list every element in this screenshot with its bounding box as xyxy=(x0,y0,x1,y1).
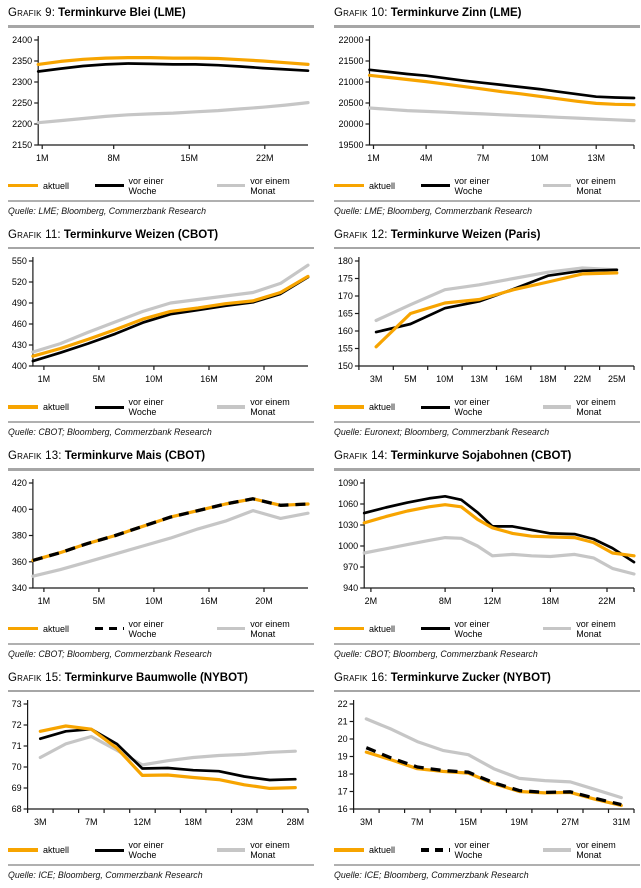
chart-svg xyxy=(8,254,314,396)
svg-text:1030: 1030 xyxy=(338,519,359,530)
line-chart xyxy=(334,254,640,396)
legend-label-week: vor einer Woche xyxy=(128,840,164,860)
panel-title xyxy=(334,4,640,24)
source-note: Quelle: ICE; Bloomberg, Commerzbank Research xyxy=(8,870,203,880)
svg-text:22M: 22M xyxy=(256,152,274,163)
grafik-16-panel xyxy=(334,667,640,881)
chart-legend xyxy=(8,397,314,417)
svg-text:460: 460 xyxy=(11,319,27,330)
chart-title: Terminkurve Weizen (CBOT) xyxy=(63,228,219,241)
svg-text:18M: 18M xyxy=(539,374,557,384)
svg-text:970: 970 xyxy=(343,561,359,572)
chart-title: Terminkurve Zinn (LME) xyxy=(390,7,522,19)
svg-text:20: 20 xyxy=(337,734,348,745)
svg-text:17: 17 xyxy=(337,786,348,797)
chart-svg xyxy=(8,697,314,839)
title-rule xyxy=(8,247,314,250)
svg-text:5M: 5M xyxy=(92,595,106,606)
svg-text:73: 73 xyxy=(11,699,22,710)
legend-swatch-month xyxy=(217,848,246,852)
line-chart xyxy=(8,476,314,618)
legend-item-aktuell xyxy=(8,181,69,191)
legend-swatch-aktuell xyxy=(8,627,38,631)
svg-text:165: 165 xyxy=(337,308,353,319)
legend-label-week: vor einer Woche xyxy=(454,397,490,417)
svg-text:160: 160 xyxy=(337,326,353,337)
panel-title xyxy=(8,226,314,246)
grafik-14-panel xyxy=(334,445,640,659)
legend-swatch-month xyxy=(217,627,246,631)
title-rule xyxy=(334,468,640,471)
chart-svg xyxy=(334,254,640,396)
svg-text:13M: 13M xyxy=(470,374,489,384)
grafik-label: Grafik 14: xyxy=(334,450,388,462)
svg-text:28M: 28M xyxy=(286,817,305,827)
source-rule xyxy=(8,643,314,645)
chart-legend xyxy=(8,840,314,860)
legend-item-week xyxy=(421,176,517,196)
source-rule xyxy=(334,200,640,202)
svg-text:22M: 22M xyxy=(598,595,616,606)
legend-label-month: vor einem Monat xyxy=(576,618,616,639)
chart-svg xyxy=(8,476,314,618)
legend-label-aktuell: aktuell xyxy=(369,623,396,634)
svg-text:31M: 31M xyxy=(612,817,631,827)
svg-text:20M: 20M xyxy=(255,595,273,606)
legend-label-month: vor einem Monat xyxy=(250,175,290,196)
svg-text:25M: 25M xyxy=(608,374,626,384)
svg-text:520: 520 xyxy=(11,277,27,288)
chart-legend xyxy=(334,840,640,860)
svg-text:10M: 10M xyxy=(436,374,454,384)
panel-title xyxy=(8,447,314,467)
svg-text:1M: 1M xyxy=(367,152,380,163)
legend-swatch-aktuell xyxy=(334,848,364,852)
grafik-label: Grafik 15: xyxy=(8,671,62,684)
svg-text:70: 70 xyxy=(11,762,22,773)
svg-text:360: 360 xyxy=(11,556,27,567)
legend-label-week: vor einer Woche xyxy=(454,175,490,196)
grafik-9-panel xyxy=(8,2,314,216)
legend-label-month: vor einem Monat xyxy=(250,618,290,639)
panel-title xyxy=(334,226,640,246)
source-note: Quelle: CBOT; Bloomberg, Commerzbank Research xyxy=(8,427,212,437)
title-rule xyxy=(8,468,314,471)
legend-swatch-month xyxy=(543,184,572,188)
legend-label-week: vor einer Woche xyxy=(128,618,164,639)
source-note: Quelle: LME; Bloomberg, Commerzbank Research xyxy=(334,205,533,216)
panel-title xyxy=(334,669,640,689)
line-chart xyxy=(8,33,314,175)
line-chart xyxy=(334,33,640,175)
legend-label-aktuell: aktuell xyxy=(43,845,70,855)
svg-text:20000: 20000 xyxy=(338,118,364,129)
chart-svg xyxy=(334,697,640,839)
legend-label-aktuell: aktuell xyxy=(369,845,396,855)
svg-text:21: 21 xyxy=(337,716,348,727)
legend-swatch-month xyxy=(543,405,572,409)
source-rule xyxy=(8,864,314,866)
svg-text:340: 340 xyxy=(11,582,27,593)
legend-label-week: vor einer Woche xyxy=(128,175,164,196)
svg-text:16M: 16M xyxy=(504,374,523,384)
svg-text:23M: 23M xyxy=(235,817,254,827)
source-rule xyxy=(8,421,314,423)
legend-label-aktuell: aktuell xyxy=(43,402,70,412)
chart-svg xyxy=(334,33,640,175)
svg-text:400: 400 xyxy=(11,504,27,514)
svg-text:20500: 20500 xyxy=(338,97,364,108)
svg-text:20M: 20M xyxy=(255,374,273,384)
svg-text:12M: 12M xyxy=(483,595,502,606)
legend-label-aktuell: aktuell xyxy=(43,623,70,634)
legend-label-week: vor einer Woche xyxy=(454,840,490,860)
svg-text:27M: 27M xyxy=(561,817,580,827)
legend-item-aktuell xyxy=(334,402,395,412)
legend-label-week: vor einer Woche xyxy=(454,618,490,639)
chart-legend xyxy=(8,619,314,639)
grafik-15-panel xyxy=(8,667,314,881)
legend-item-month xyxy=(217,619,314,639)
chart-svg xyxy=(334,476,640,618)
legend-swatch-aktuell xyxy=(334,627,364,631)
svg-text:15M: 15M xyxy=(459,817,478,827)
legend-label-aktuell: aktuell xyxy=(369,180,396,191)
legend-item-week xyxy=(421,619,517,639)
chart-legend xyxy=(334,619,640,639)
chart-title: Terminkurve Mais (CBOT) xyxy=(64,450,206,462)
legend-label-month: vor einem Monat xyxy=(576,397,616,417)
svg-text:16: 16 xyxy=(337,804,348,815)
line-chart xyxy=(334,476,640,618)
source-note: Quelle: ICE; Bloomberg, Commerzbank Research xyxy=(334,870,529,880)
svg-text:430: 430 xyxy=(11,340,27,351)
chart-legend xyxy=(334,397,640,417)
legend-item-aktuell xyxy=(8,845,69,855)
legend-swatch-month xyxy=(543,848,572,852)
legend-swatch-aktuell xyxy=(8,405,38,409)
svg-text:8M: 8M xyxy=(438,595,452,606)
line-chart xyxy=(8,697,314,839)
svg-text:2M: 2M xyxy=(364,595,378,606)
svg-text:175: 175 xyxy=(337,273,353,284)
legend-item-week xyxy=(421,397,517,417)
svg-text:22000: 22000 xyxy=(338,34,364,45)
grafik-12-panel xyxy=(334,224,640,438)
svg-text:2150: 2150 xyxy=(12,139,33,150)
svg-text:180: 180 xyxy=(337,256,353,267)
svg-text:19: 19 xyxy=(337,751,348,762)
svg-text:1M: 1M xyxy=(37,595,51,606)
source-note: Quelle: CBOT; Bloomberg, Commerzbank Research xyxy=(334,648,538,659)
legend-swatch-aktuell xyxy=(8,848,38,852)
title-rule xyxy=(334,247,640,250)
panel-title xyxy=(8,4,314,24)
grafik-label: Grafik 11: xyxy=(8,228,61,241)
title-rule xyxy=(334,690,640,693)
legend-label-week: vor einer Woche xyxy=(128,397,164,417)
svg-text:71: 71 xyxy=(11,741,22,752)
svg-text:10M: 10M xyxy=(530,152,549,163)
legend-item-month xyxy=(543,840,640,860)
legend-item-week xyxy=(95,619,191,639)
legend-item-month xyxy=(543,619,640,639)
panel-title xyxy=(334,447,640,467)
svg-text:12M: 12M xyxy=(133,817,152,827)
legend-swatch-week xyxy=(95,627,124,631)
svg-text:5M: 5M xyxy=(404,374,417,384)
chart-legend xyxy=(8,176,314,196)
panel-title xyxy=(8,669,314,689)
legend-swatch-week xyxy=(95,406,124,409)
legend-label-month: vor einem Monat xyxy=(576,175,616,196)
svg-text:5M: 5M xyxy=(92,374,106,384)
legend-label-aktuell: aktuell xyxy=(369,402,396,412)
svg-text:69: 69 xyxy=(11,783,22,794)
source-note: Quelle: LME; Bloomberg, Commerzbank Research xyxy=(8,205,207,216)
legend-item-week xyxy=(95,397,191,417)
svg-text:19M: 19M xyxy=(510,817,529,827)
legend-label-month: vor einem Monat xyxy=(250,840,290,860)
svg-text:3M: 3M xyxy=(33,817,47,827)
source-rule xyxy=(334,643,640,645)
chart-title: Terminkurve Blei (LME) xyxy=(58,7,186,19)
svg-text:10M: 10M xyxy=(145,374,163,384)
legend-label-aktuell: aktuell xyxy=(43,180,70,191)
svg-text:10M: 10M xyxy=(145,595,163,606)
legend-swatch-month xyxy=(217,405,246,409)
source-note: Quelle: CBOT; Bloomberg, Commerzbank Research xyxy=(8,648,212,659)
svg-text:155: 155 xyxy=(337,343,353,354)
legend-item-month xyxy=(543,176,640,196)
svg-text:1M: 1M xyxy=(37,374,51,384)
grafik-label: Grafik 13: xyxy=(8,450,62,462)
grafik-13-panel xyxy=(8,445,314,659)
svg-text:16M: 16M xyxy=(200,595,218,606)
svg-text:2350: 2350 xyxy=(12,55,33,66)
svg-text:21500: 21500 xyxy=(338,55,364,66)
legend-swatch-week xyxy=(421,627,450,630)
legend-swatch-month xyxy=(217,184,246,188)
line-chart xyxy=(8,254,314,396)
svg-text:7M: 7M xyxy=(411,817,424,827)
source-rule xyxy=(8,200,314,202)
svg-text:1000: 1000 xyxy=(338,540,359,551)
source-note: Quelle: Euronext; Bloomberg, Commerzbank Research xyxy=(334,427,550,437)
legend-item-month xyxy=(217,397,314,417)
legend-item-month xyxy=(543,397,640,417)
legend-swatch-aktuell xyxy=(334,405,364,409)
legend-item-month xyxy=(217,176,314,196)
grafik-label: Grafik 16: xyxy=(334,671,388,684)
chart-title: Terminkurve Zucker (NYBOT) xyxy=(390,671,551,684)
line-chart xyxy=(334,697,640,839)
svg-text:1060: 1060 xyxy=(338,498,359,509)
legend-swatch-week xyxy=(95,184,124,187)
grafik-10-panel xyxy=(334,2,640,216)
chart-legend xyxy=(334,176,640,196)
title-rule xyxy=(8,25,314,28)
legend-item-week xyxy=(95,176,191,196)
svg-text:150: 150 xyxy=(337,361,353,372)
chart-title: Terminkurve Sojabohnen (CBOT) xyxy=(390,450,572,462)
svg-text:2300: 2300 xyxy=(12,76,33,87)
legend-item-aktuell xyxy=(334,845,395,855)
svg-text:170: 170 xyxy=(337,291,353,302)
svg-text:1M: 1M xyxy=(35,152,49,163)
legend-swatch-week xyxy=(421,848,450,852)
legend-item-aktuell xyxy=(8,624,69,634)
svg-text:22M: 22M xyxy=(573,374,592,384)
legend-label-month: vor einem Monat xyxy=(250,397,290,417)
grafik-label: Grafik 12: xyxy=(334,228,388,241)
chart-title: Terminkurve Weizen (Paris) xyxy=(390,228,541,241)
svg-text:1090: 1090 xyxy=(338,477,359,488)
svg-text:400: 400 xyxy=(11,361,27,372)
svg-text:68: 68 xyxy=(11,804,22,815)
svg-text:8M: 8M xyxy=(107,152,120,163)
svg-text:13M: 13M xyxy=(587,152,605,163)
grafik-11-panel xyxy=(8,224,314,438)
grafik-label: Grafik 9: xyxy=(8,7,56,19)
legend-swatch-month xyxy=(543,627,572,631)
title-rule xyxy=(334,25,640,28)
legend-item-aktuell xyxy=(334,624,395,634)
legend-swatch-week xyxy=(421,184,450,187)
legend-item-week xyxy=(421,840,517,860)
svg-text:7M: 7M xyxy=(476,152,490,163)
legend-swatch-week xyxy=(95,849,124,852)
legend-swatch-aktuell xyxy=(334,184,364,188)
legend-item-week xyxy=(95,840,191,860)
legend-swatch-aktuell xyxy=(8,184,38,188)
title-rule xyxy=(8,690,314,693)
svg-text:490: 490 xyxy=(11,298,27,309)
svg-text:420: 420 xyxy=(11,477,27,488)
svg-text:550: 550 xyxy=(11,256,27,267)
legend-item-aktuell xyxy=(334,181,395,191)
legend-item-aktuell xyxy=(8,402,69,412)
svg-text:22: 22 xyxy=(337,699,348,710)
chart-title: Terminkurve Baumwolle (NYBOT) xyxy=(64,671,248,684)
chart-svg xyxy=(8,33,314,175)
svg-text:7M: 7M xyxy=(85,817,98,827)
source-rule xyxy=(334,421,640,423)
svg-text:72: 72 xyxy=(11,720,22,731)
svg-text:18M: 18M xyxy=(184,817,203,827)
svg-text:2200: 2200 xyxy=(12,118,33,129)
svg-text:2250: 2250 xyxy=(12,97,33,108)
source-rule xyxy=(334,864,640,866)
svg-text:18: 18 xyxy=(337,769,348,780)
svg-text:940: 940 xyxy=(343,582,359,593)
legend-label-month: vor einem Monat xyxy=(576,840,616,860)
svg-text:16M: 16M xyxy=(200,374,218,384)
svg-text:2400: 2400 xyxy=(12,34,33,45)
svg-text:18M: 18M xyxy=(541,595,560,606)
legend-item-month xyxy=(217,840,314,860)
svg-text:380: 380 xyxy=(11,530,27,541)
svg-text:19500: 19500 xyxy=(338,139,364,150)
grafik-label: Grafik 10: xyxy=(334,7,388,19)
legend-swatch-week xyxy=(421,406,450,409)
svg-text:3M: 3M xyxy=(359,817,373,827)
svg-text:3M: 3M xyxy=(369,374,383,384)
svg-text:21000: 21000 xyxy=(338,76,364,87)
svg-text:4M: 4M xyxy=(419,152,433,163)
svg-text:15M: 15M xyxy=(180,152,199,163)
